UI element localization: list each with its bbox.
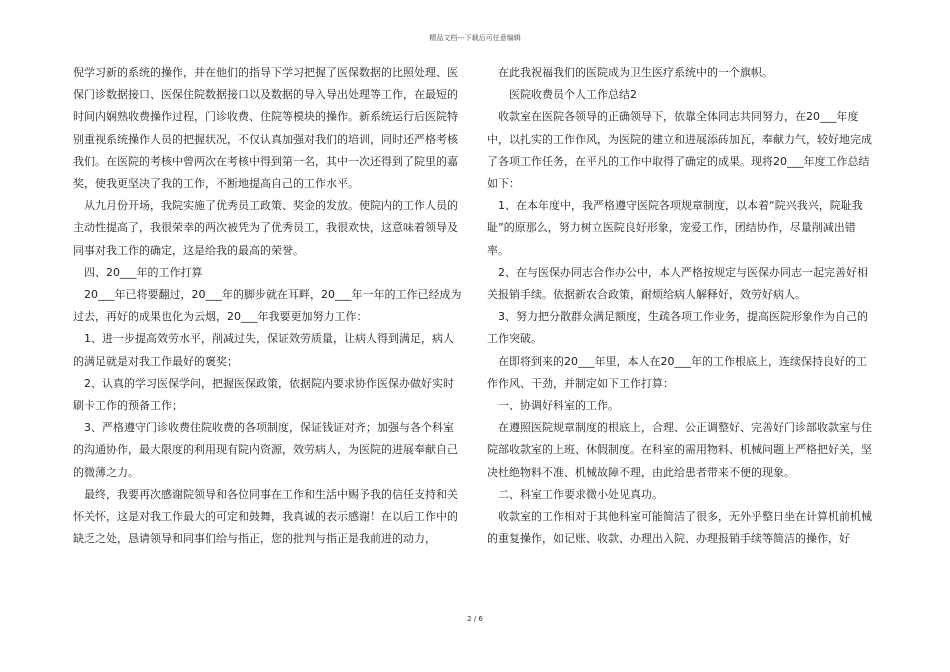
page-header: 精品文档---下载后可任意编辑 (429, 34, 521, 42)
page-number: 2 / 6 (467, 615, 483, 623)
list-item: 3、努力把分散群众满足额度，生疏各项工作业务，提高医院形象作为自己的工作突破。 (487, 310, 868, 346)
list-item: 1、在本年度中，我严格遵守医院各项规章制度，以本着“院兴我兴，院耻我耻”的原那么，努力树立医院良好形象，宠爱工作，团结协作，尽量削减出错率。 (487, 199, 863, 257)
list-item: 2、认真的学习医保学问，把握医保政策，依据院内要求协作医保办做好实时刷卡工作的预备工作； (73, 376, 454, 413)
paragraph: 在此我祝福我们的医院成为卫生医疗系统中的一个旗帜。 (498, 66, 773, 79)
paragraph: 在即将到来的20___年里，本人在20___年的工作根底上，连续保持良好的工作作风、干劲，并制定如下工作打算： (487, 354, 867, 390)
paragraph: 收款室的工作相对于其他科室可能简洁了很多，无外乎整日坐在计算机前机械的重复操作，如记账、收款、办理出入院、办理报销手续等简洁的操作，好 (487, 510, 872, 546)
section-heading: 四、20___年的工作打算 (84, 265, 203, 279)
paragraph: 倪学习新的系统的操作，并在他们的指导下学习把握了医保数据的比照处理、医保门诊数据接口、医保住院数据接口以及数据的导入导出处理等工作，在最短的时间内娴熟收费操作过程，门诊收费、住院等模块的操作。新系统运行后医院特别重视系统操作人员的把握状况，不仅认真加强对我们的培训，同时还严格考核我们。在医院的考核中曾两次在考核中得到第一名，其中一次还得到了院里的嘉奖，使我更坚决了我的工作，不断地提高自己的工作水平。 (73, 66, 458, 191)
paragraph: 收款室在医院各领导的正确领导下，依靠全体同志共同努力，在20___年度中，以扎实的工作作风，为医院的建立和进展添砖加瓦，奉献力气，较好地完成了各项工作任务，在平凡的工作中取得了确定的成果。现将20___年度工作总结如下： (487, 110, 872, 191)
paragraph: 20___年已将要翻过，20___年的脚步就在耳畔，20___年一年的工作已经成为过去，再好的成果也化为云烟，20___年我要更加努力工作： (73, 288, 462, 324)
right-column (487, 62, 877, 550)
paragraph: 从九月份开场，我院实施了优秀员工政策、奖金的发放。使院内的工作人员的主动性提高了，我很荣幸的两次被凭为了优秀员工，我很欢快，这意味着领导及同事对我工作的确定，这是给我的最高的荣誉。 (73, 199, 458, 257)
list-item: 2、在与医保办同志合作办公中，本人严格按规定与医保办同志一起完善好相关报销手续。依据新农合政策，耐烦给病人解释好，效劳好病人。 (487, 265, 868, 302)
section-title: 医院收费员个人工作总结2 (509, 88, 637, 102)
section-heading: 二、科室工作要求微小处见真功。 (498, 487, 663, 501)
paragraph: 在遵照医院规章制度的根底上，合理、公正调整好、完善好门诊部收款室与住院部收款室的上班、休假制度。在科室的需用物料、机械问题上严格把好关，坚决杜绝物料不准、机械故障不理，由此给患者带来不便的现象。 (487, 421, 872, 479)
paragraph: 最终，我要再次感谢院领导和各位同事在工作和生活中赐予我的信任支持和关怀关怀，这是对我工作最大的可定和鼓舞，我真诚的表示感谢！在以后工作中的缺乏之处，恳请领导和同事们给与指正，您的批判与指正是我前进的动力， (73, 487, 458, 546)
left-column (73, 62, 463, 550)
list-item: 1、进一步提高效劳水平，削减过失，保证效劳质量，让病人得到满足，病人的满足就是对我工作最好的褒奖； (73, 332, 454, 368)
section-heading: 一、协调好科室的工作。 (498, 399, 619, 413)
list-item: 3、严格遵守门诊收费住院收费的各项制度，保证钱证对齐；加强与各个科室的沟通协作，最大限度的利用现有院内资源，效劳病人，为医院的进展奉献自己的微薄之力。 (73, 421, 458, 479)
